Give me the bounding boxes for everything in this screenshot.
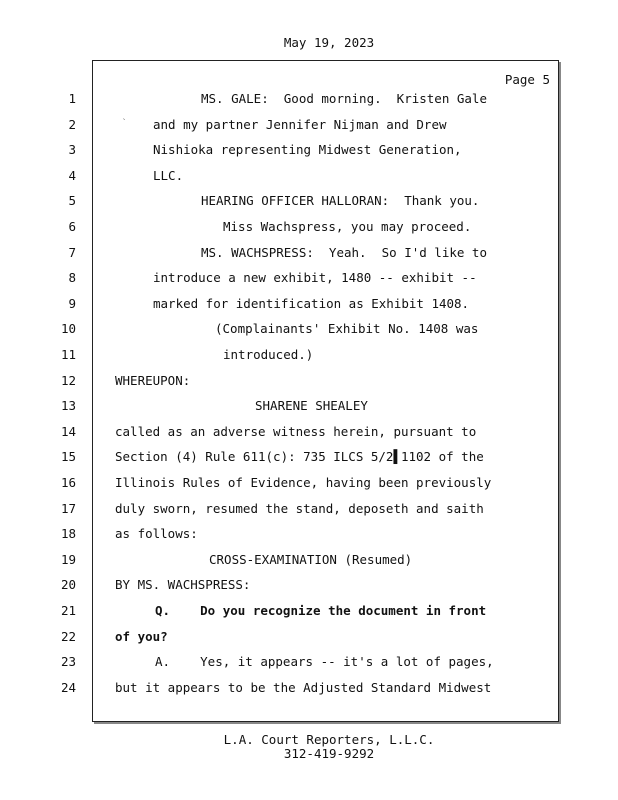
line-text: Miss Wachspress, you may proceed.	[223, 219, 472, 234]
line-number: 12	[60, 372, 76, 388]
transcript-line	[60, 526, 558, 552]
line-text: (Complainants' Exhibit No. 1408 was	[215, 321, 479, 337]
transcript-line	[60, 321, 558, 347]
line-number: 1	[68, 91, 76, 106]
line-number: 23	[60, 654, 76, 670]
line-text: SHARENE SHEALEY	[255, 398, 368, 414]
line-number: 15	[60, 449, 76, 465]
transcript-line	[60, 628, 558, 655]
transcript-page	[60, 60, 559, 722]
line-text: as follows:	[115, 526, 198, 542]
transcript-line	[60, 654, 558, 680]
line-number: 17	[60, 500, 76, 516]
line-text: HEARING OFFICER HALLORAN: Thank you.	[201, 193, 480, 209]
line-number: 13	[60, 398, 76, 414]
line-number: 5	[68, 193, 76, 209]
page-number: Page 5	[504, 72, 550, 87]
transcript-line	[68, 91, 558, 117]
line-text: called as an adverse witness herein, pursuant to	[115, 423, 477, 439]
line-text: LLC.	[153, 167, 184, 183]
transcript-line	[60, 679, 558, 706]
line-number: 16	[60, 475, 76, 490]
line-number: 9	[68, 295, 76, 311]
transcript-line	[60, 500, 558, 527]
line-number: 6	[68, 219, 76, 234]
line-number: 24	[60, 679, 76, 695]
line-text: and my partner Jennifer Nijman and Drew	[153, 116, 447, 132]
line-text: WHEREUPON:	[115, 372, 191, 388]
transcript-line	[68, 167, 558, 194]
line-text: A. Yes, it appears -- it's a lot of pages,	[155, 654, 494, 670]
transcript-line	[60, 347, 558, 373]
transcript-line	[68, 244, 558, 271]
line-number: 10	[60, 321, 76, 337]
transcript-date: May 19, 2023	[283, 35, 375, 50]
line-text: Section (4) Rule 611(c): 735 ILCS 5/2▌1102 of the	[115, 449, 484, 465]
line-number: 20	[60, 577, 76, 593]
transcript-line	[60, 577, 558, 603]
transcript-line	[60, 551, 558, 578]
transcript-line	[60, 372, 558, 399]
line-text: introduce a new exhibit, 1480 -- exhibit --	[153, 270, 477, 286]
transcript-line	[60, 449, 558, 475]
transcript-line	[60, 398, 558, 424]
transcript-line	[60, 603, 558, 629]
line-text: Q. Do you recognize the document in front	[155, 603, 487, 618]
line-number: 19	[60, 551, 76, 567]
reporter-phone: 312-419-9292	[283, 746, 375, 761]
line-text: MS. WACHSPRESS: Yeah. So I'd like to	[201, 244, 487, 260]
line-number: 11	[60, 347, 76, 362]
line-number: 22	[60, 628, 76, 644]
transcript-line	[68, 295, 558, 322]
transcript-line	[68, 270, 558, 296]
line-text: but it appears to be the Adjusted Standard Midwest	[115, 679, 492, 695]
line-text: MS. GALE: Good morning. Kristen Gale	[201, 91, 487, 106]
line-number: 8	[68, 270, 76, 286]
line-number: 3	[68, 142, 76, 158]
reporter-company: L.A. Court Reporters, L.L.C.	[223, 732, 435, 747]
line-number: 2	[68, 116, 76, 132]
line-text: marked for identification as Exhibit 1408.	[153, 295, 470, 311]
transcript-line	[60, 475, 558, 501]
line-text: Nishioka representing Midwest Generation,	[153, 142, 462, 158]
line-number: 21	[60, 603, 76, 618]
line-number: 14	[60, 423, 76, 439]
transcript-line	[60, 423, 558, 450]
transcript-line	[68, 193, 558, 219]
line-text: CROSS-EXAMINATION (Resumed)	[209, 551, 413, 567]
margin-mark: `	[122, 118, 127, 127]
line-number: 18	[60, 526, 76, 542]
line-text: BY MS. WACHSPRESS:	[115, 577, 251, 593]
line-number: 4	[68, 167, 76, 183]
line-text: Illinois Rules of Evidence, having been previously	[115, 475, 492, 490]
transcript-line	[68, 142, 558, 168]
line-text: introduced.)	[223, 347, 314, 362]
line-text: duly sworn, resumed the stand, deposeth and saith	[115, 500, 484, 516]
transcript-line	[68, 116, 558, 143]
line-number: 7	[68, 244, 76, 260]
footer	[0, 733, 618, 761]
transcript-line	[68, 219, 558, 245]
line-text: of you?	[115, 628, 168, 644]
